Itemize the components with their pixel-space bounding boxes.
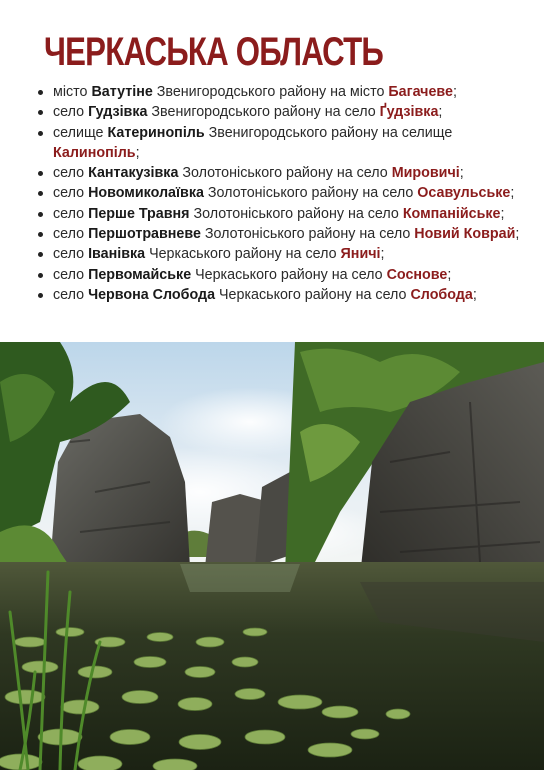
item-end: ; [472,286,477,303]
list-item [53,204,533,224]
new-name: Багачеве [388,84,453,100]
list-item [53,82,533,102]
canyon-river-photo [0,342,544,770]
new-name: Калинопіль [53,144,136,161]
old-name: Іванівка [88,246,146,263]
item-end: ; [438,104,443,121]
old-name: Перше Травня [88,205,190,222]
item-prefix: село [53,104,89,121]
list-item [53,265,533,285]
item-prefix: село [53,205,89,222]
new-name: Мировичі [391,165,460,182]
list-item [53,123,533,164]
new-name: Ґудзівка [379,104,439,121]
rename-list [36,82,533,305]
new-name: Осавульське [417,185,511,202]
item-prefix: селище [53,124,108,141]
item-middle: Золотоніського району на село [200,226,415,243]
item-prefix: село [53,246,89,263]
item-end: ; [380,246,385,263]
item-end: ; [452,84,457,100]
item-middle: Черкаського району на село [215,286,411,303]
item-prefix: село [53,286,89,303]
item-middle: Звенигородського району на місто [152,84,389,100]
old-name: Первомайське [88,266,192,283]
list-item [53,102,533,122]
list-item [53,244,533,264]
old-name: Кантакузівка [88,165,179,182]
new-name: Слобода [410,286,473,303]
list-item [53,224,533,244]
page-title: ЧЕРКАСЬКА ОБЛАСТЬ [44,30,384,74]
item-middle: Черкаського району на село [145,246,341,263]
new-name: Компанійське [402,205,501,222]
item-prefix: село [53,266,89,283]
old-name: Гудзівка [88,104,148,121]
list-item [53,285,533,305]
item-end: ; [459,165,464,182]
old-name: Новомиколаївка [88,185,204,202]
list-item [53,183,533,203]
new-name: Яничі [340,246,381,263]
item-prefix: село [53,185,89,202]
item-middle: Золотоніського району на село [189,205,403,222]
item-end: ; [510,185,515,202]
item-middle: Черкаського району на село [191,266,387,283]
item-end: ; [135,144,140,161]
old-name: Катеринопіль [107,124,205,141]
item-middle: Звенигородського району на селище [204,124,453,141]
old-name: Червона Слобода [88,286,216,303]
item-prefix: село [53,226,89,243]
item-middle: Золотоніського району на село [178,165,392,182]
old-name: Ватутіне [91,84,153,100]
item-end: ; [515,226,520,243]
item-prefix: село [53,165,89,182]
old-name: Першотравневе [88,226,201,243]
item-end: ; [447,266,452,283]
list-item [53,163,533,183]
item-end: ; [500,205,505,222]
item-middle: Золотоніського району на село [203,185,418,202]
new-name: Новий Коврай [414,226,516,243]
new-name: Соснове [386,266,448,283]
item-middle: Звенигородського району на село [147,104,380,121]
item-prefix: місто [53,84,92,100]
